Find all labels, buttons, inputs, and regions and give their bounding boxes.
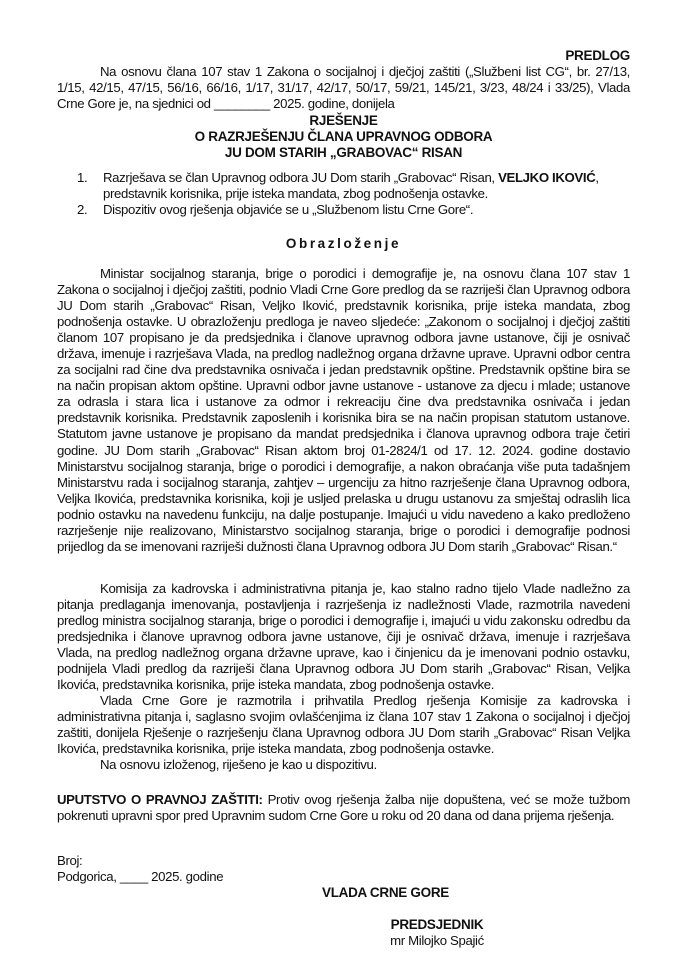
document-status-label: PREDLOG (565, 48, 630, 63)
place-and-date: Podgorica, ____ 2025. godine (57, 869, 224, 884)
dispositive-item (77, 170, 630, 202)
title-line-1: RJEŠENJE (309, 113, 378, 128)
legal-remedy-text: Protiv ovog rješenja žalba nije dopuštena, već se može tužbom pokrenuti upravni spor pred Upravnim sudom Crne Gore u roku od 20 dana od dana prijema rješenja. (57, 792, 631, 824)
dispositive-item (77, 202, 630, 218)
title-line-2: O RAZRJEŠENJU ČLANA UPRAVNOG ODBORA (194, 129, 493, 144)
title-line-3: JU DOM STARIH „GRABOVAC“ RISAN (224, 145, 463, 160)
reference-number-label: Broj: (57, 853, 83, 868)
signature-block (367, 917, 507, 949)
signatory-role: PREDSJEDNIK (390, 917, 484, 932)
dispositive-list (77, 170, 630, 218)
explanation-paragraph-1: Ministar socijalnog staranja, brige o porodici i demografije je, na osnovu člana 107 stav 1 Zakona o socijalnoj i dječjoj zaštiti, podnio Vladi Crne Gore predlog da se razriješi član Upravnog odbora JU Dom starih „Grabovac“ Risan, Veljko Iković, predstavnik korisnika, prije isteka mandata, zbog podnošenja ostavke. U obrazloženju predloga je naveo sljedeće: „Zakonom o socijalnoj i dječjoj zaštiti članom 107 propisano je da predsjednika i članove upravnog odbora javne ustanove, čiji je osnivač država, imenuje i razrješava Vlada, na predlog nadležnog organa državne uprave. Upravni odbor centra za socijalni rad čine dva predstavnika osnivača i jedan predstavnik opštine. Predstavnik opštine bira se na način propisan aktom opštine. Upravni odbor javne ustanove - ustanove za djecu i mlade; ustanove za odrasla i stara lica i ustanove za odmor i rekreaciju čine dva predstavnika osnivača i jedan predstavnik korisnika. Predstavnik zaposlenih i korisnika bira se na način propisan statutom ustanove. Statutom javne ustanove je propisano da mandat predsjednika i članova upravnog odbora traje četiri godine. JU Dom starih „Grabovac“ Risan aktom broj 01-2824/1 od 17. 12. 2024. godine dostavio Ministarstvu socijalnog staranja, brige o porodici i demografije, a nakon obraćanja više puta tadašnjem Ministarstvu rada i socijalnog staranja, zahtjev – urgenciju za hitno razrješenje člana Upravnog odbora, Veljka Ikovića, predstavnika korisnika, koji je usljed prelaska u drugu ustanovu za smještaj odraslih lica podnio ostavku na navedenu funkciju, na dalje postupanje. Imajući u vidu navedeno a kako predloženo razrješenje nije realizovano, Ministarstvo socijalnog staranja, brige o porodici i demografije podnosi prijedlog da se imenovani razriješi dužnosti člana Upravnog odbora JU Dom starih „Grabovac“ Risan.“ (57, 266, 630, 554)
item-number: 2. (77, 202, 88, 218)
item-text-after: , predstavnik korisnika, prije isteka mandata, zbog podnošenja ostavke. (103, 170, 599, 202)
explanation-paragraph-3: Vlada Crne Gore je razmotrila i prihvatila Predlog rješenja Komisije za kadrovska i administrativna pitanja i, saglasno svojim ovlašćenjima iz člana 107 stav 1 Zakona o socijalnoj i dječjoj zaštiti, donijela Rješenje o razrješenju člana Upravnog odbora JU Dom starih „Grabovac“ Risan Veljka Ikovića, predstavnika korisnika, prije isteka mandata, zbog podnošenja ostavke. (57, 693, 630, 757)
dismissed-member-name: VELJKO IKOVIĆ (498, 170, 596, 185)
item-text: Razrješava se član Upravnog odbora JU Dom starih „Grabovac“ Risan, (103, 170, 499, 185)
signatory-name: mr Milojko Spajić (390, 933, 484, 949)
explanation-paragraph-2: Komisija za kadrovska i administrativna pitanja je, kao stalno radno tijelo Vlade nadležno za pitanja predlaganja imenovanja, postavljenja i razrješenja iz nadležnosti Vlade, razmotrila navedeni predlog ministra socijalnog staranja, brige o porodici i demografije i, imajući u vidu zakonsku odredbu da predsjednika i članove upravnog odbora javne ustanove, čiji je osnivač država, imenuje i razrješava Vlada, na predlog nadležnog organa državne uprave, kao i činjenicu da je imenovani podnio ostavku, podnijela Vladi predlog da razriješi člana Upravnog odbora JU Dom starih „Grabovac“ Risan, Veljka Ikovića, predstavnika korisnika, prije isteka mandata, zbog podnošenja ostavke. (57, 581, 630, 693)
explanation-paragraph-4: Na osnovu izloženog, riješeno je kao u dispozitivu. (100, 757, 377, 772)
preamble: Na osnovu člana 107 stav 1 Zakona o socijalnoj i dječjoj zaštiti („Službeni list CG“, br. 27/13, 1/15, 42/15, 47/15, 56/16, 66/16, 1/17, 31/17, 42/17, 50/17, 59/21, 145/21, 3/23, 48/24 i 33/25), Vlada Crne Gore je, na sjednici od ________ 2025. godine, donijela (57, 64, 630, 112)
legal-remedy (57, 792, 630, 824)
issuing-authority: VLADA CRNE GORE (321, 885, 449, 900)
item-text: Dispozitiv ovog rješenja objaviće se u „Službenom listu Crne Gore“. (103, 202, 474, 218)
decision-title (57, 113, 630, 161)
legal-remedy-label: UPUTSTVO O PRAVNOJ ZAŠTITI: (57, 792, 263, 807)
explanation-heading: Obrazloženje (285, 236, 402, 251)
item-number: 1. (77, 170, 88, 185)
